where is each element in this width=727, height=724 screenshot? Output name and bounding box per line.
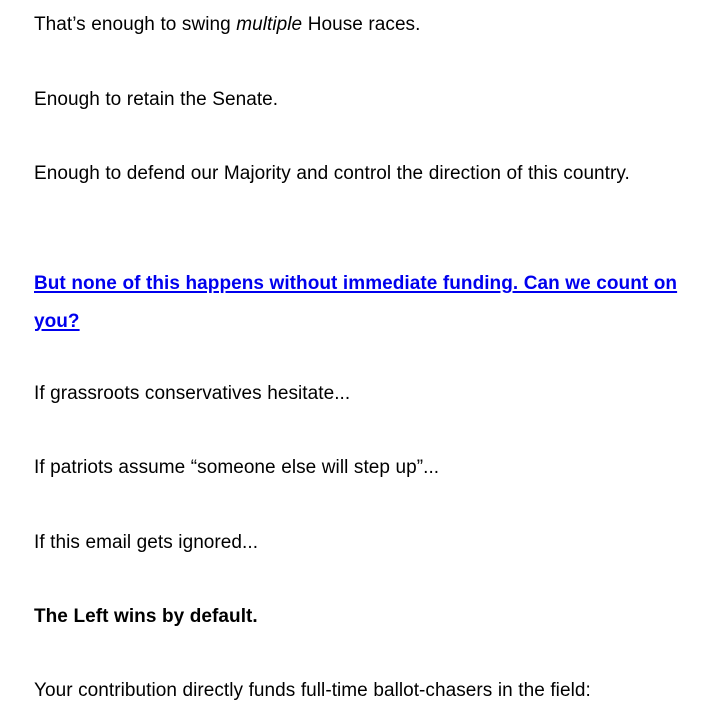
paragraph-left-wins: The Left wins by default. [34, 606, 258, 627]
paragraph-majority: Enough to defend our Majority and control the direction of this country. [34, 163, 630, 184]
paragraph-call-to-action [34, 265, 706, 341]
paragraph-contribution: Your contribution directly funds full-time ballot-chasers in the field: [34, 680, 591, 701]
paragraph-senate: Enough to retain the Senate. [34, 89, 279, 110]
emphasis-multiple: multiple [236, 14, 303, 35]
paragraph-ignored: If this email gets ignored... [34, 532, 259, 553]
paragraph-hesitate: If grassroots conservatives hesitate... [34, 383, 351, 404]
paragraph-house-races-text-before: That’s enough to swing [34, 14, 237, 35]
paragraph-patriots: If patriots assume “someone else will step up”... [34, 457, 440, 478]
paragraph-house-races [34, 6, 692, 44]
paragraph-house-races-text-after: House races. [302, 14, 421, 35]
donation-cta-link[interactable]: But none of this happens without immediate funding. Can we count on you? [34, 273, 678, 332]
